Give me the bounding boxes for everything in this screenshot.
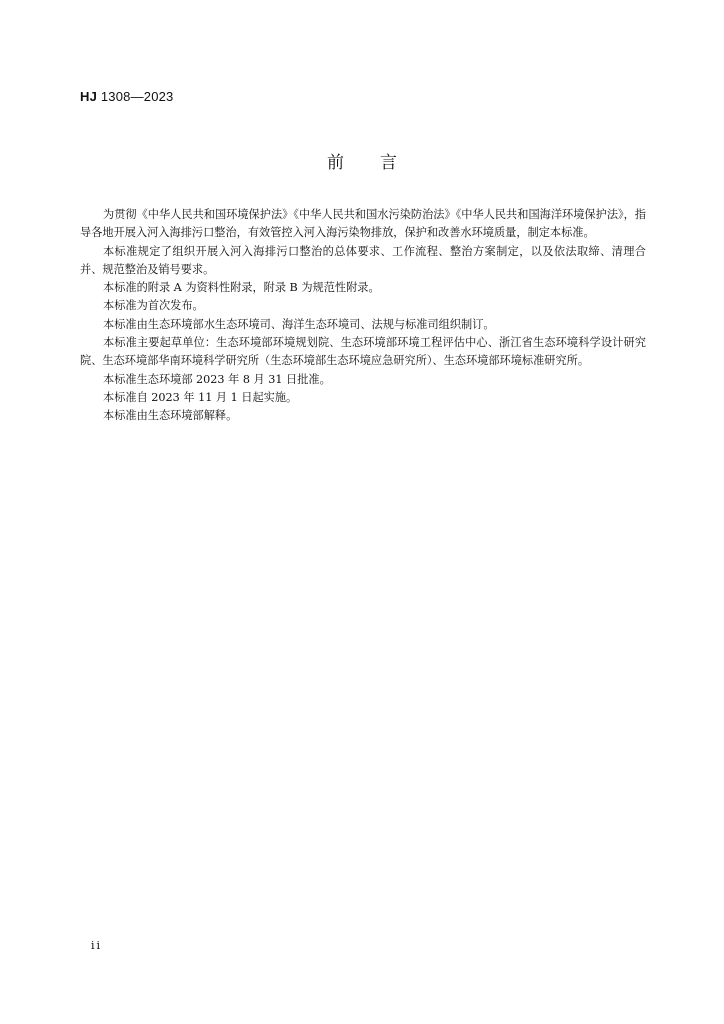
paragraph-appendix: 本标准的附录 A 为资料性附录，附录 B 为规范性附录。	[103, 281, 380, 295]
paragraph-scope: 本标准规定了组织开展入河入海排污口整治的总体要求、工作流程、整治方案制定，以及依法取缔、清理合并、规范整治及销号要求。	[80, 244, 646, 276]
standard-code-prefix: HJ	[80, 89, 98, 104]
paragraph-organizer: 本标准由生态环境部水生态环境司、海洋生态环境司、法规与标准司组织制订。	[103, 317, 495, 331]
paragraph-effective-date: 本标准自 2023 年 11 月 1 日起实施。	[103, 390, 298, 404]
paragraph-first-release: 本标准为首次发布。	[103, 299, 204, 313]
page-number: ii	[91, 939, 103, 952]
foreword-body	[80, 206, 646, 426]
paragraph-purpose: 为贯彻《中华人民共和国环境保护法》《中华人民共和国水污染防治法》《中华人民共和国海洋环境保护法》，指导各地开展入河入海排污口整治，有效管控入河入海污染物排放，保护和改善水环境质量，制定本标准。	[80, 208, 646, 240]
standard-code-number: 1308—2023	[97, 89, 174, 104]
standard-code	[80, 89, 173, 104]
paragraph-drafting-units: 本标准主要起草单位：生态环境部环境规划院、生态环境部环境工程评估中心、浙江省生态环境科学设计研究院、生态环境部华南环境科学研究所（生态环境部生态环境应急研究所）、生态环境部环境标准研究所。	[80, 336, 646, 368]
paragraph-approval-date: 本标准生态环境部 2023 年 8 月 31 日批准。	[103, 372, 331, 386]
paragraph-interpretation: 本标准由生态环境部解释。	[103, 409, 238, 423]
page-title: 前言	[327, 153, 433, 173]
